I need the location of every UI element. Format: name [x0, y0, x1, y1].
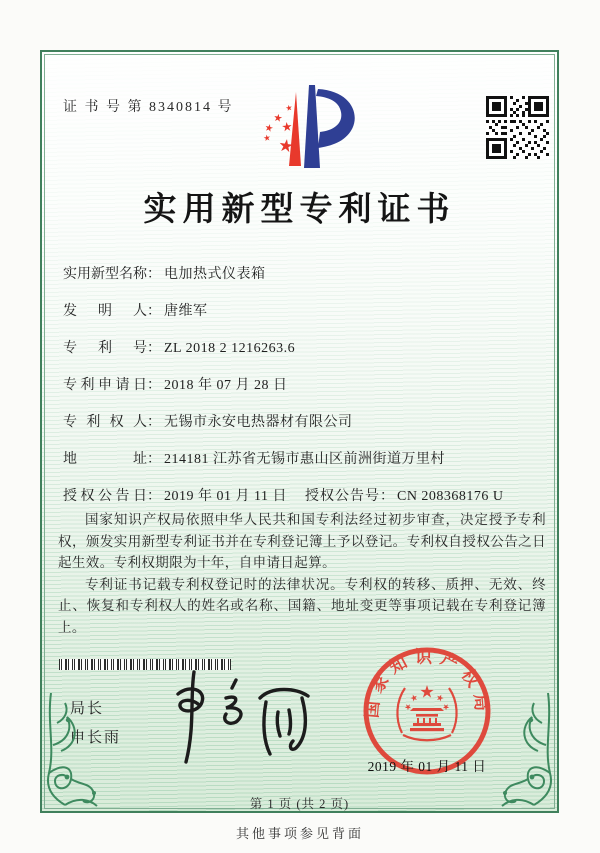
legal-text	[58, 509, 546, 638]
body-paragraph-2: 专利证书记载专利权登记时的法律状况。专利权的转移、质押、无效、终止、恢复和专利权人的姓名或名称、国籍、地址变更等事项记载在专利登记簿上。	[58, 576, 546, 635]
field-row-patentee	[63, 412, 541, 434]
field-label: 专利号	[63, 341, 147, 356]
seal-date: 2019 年 01 月 11 日	[367, 759, 487, 774]
field-colon: ：	[147, 304, 161, 319]
commissioner-name: 申长雨	[70, 729, 122, 746]
field-row-filing-date	[63, 375, 541, 397]
field-label: 地址	[63, 452, 147, 467]
commissioner-signature	[160, 664, 325, 772]
field-value: 2018 年 07 月 28 日	[164, 378, 288, 393]
field-colon: ：	[147, 378, 161, 393]
cnipa-logo-icon	[247, 84, 377, 182]
corner-ornament-right-icon	[474, 693, 554, 808]
field-value: ZL 2018 2 1216263.6	[164, 341, 296, 356]
field-colon: ：	[147, 452, 161, 467]
grant-date-label: 授权公告日	[63, 489, 147, 504]
field-label: 专利申请日	[63, 378, 147, 393]
field-colon: ：	[147, 415, 161, 430]
grant-row	[63, 486, 541, 508]
field-row-patent-no	[63, 338, 541, 360]
qr-code	[486, 96, 549, 159]
commissioner-title: 局长	[70, 700, 105, 717]
field-value: 电加热式仪表箱	[164, 267, 266, 282]
grant-date-value: 2019 年 01 月 11 日	[164, 489, 287, 504]
certificate-title: 实用新型专利证书	[143, 192, 456, 228]
field-value: 214181 江苏省无锡市惠山区前洲街道万里村	[164, 452, 445, 467]
field-colon: ：	[147, 341, 161, 356]
seal-text: 国家知识产权局	[362, 647, 492, 719]
grant-no-value: CN 208368176 U	[396, 489, 504, 504]
field-row-address	[63, 449, 541, 471]
corner-ornament-left-icon	[45, 693, 125, 808]
field-label: 实用新型名称	[63, 267, 147, 282]
certificate-fields	[63, 264, 541, 523]
field-row-inventor	[63, 301, 541, 323]
field-colon: ：	[147, 489, 161, 504]
field-row-name	[63, 264, 541, 286]
page-number: 第 1 页 (共 2 页)	[249, 797, 350, 811]
field-colon: ：	[147, 267, 161, 282]
body-paragraph-1: 国家知识产权局依照中华人民共和国专利法经过初步审查，决定授予专利权，颁发实用新型专利证书并在专利登记簿上予以登记。专利权自授权公告之日起生效。专利权期限为十年，自申请日起算。	[58, 512, 546, 570]
back-note: 其他事项参见背面	[235, 826, 364, 841]
field-value: 唐维军	[164, 304, 208, 319]
certificate-number: 证 书 号 第 8340814 号	[63, 100, 234, 115]
field-colon: ：	[379, 489, 394, 504]
field-label: 发明人	[63, 304, 147, 319]
grant-no-label: 授权公告号	[304, 489, 380, 504]
certificate-page	[40, 50, 559, 813]
field-value: 无锡市永安电热器材有限公司	[164, 415, 353, 430]
field-label: 专利权人	[63, 415, 147, 430]
